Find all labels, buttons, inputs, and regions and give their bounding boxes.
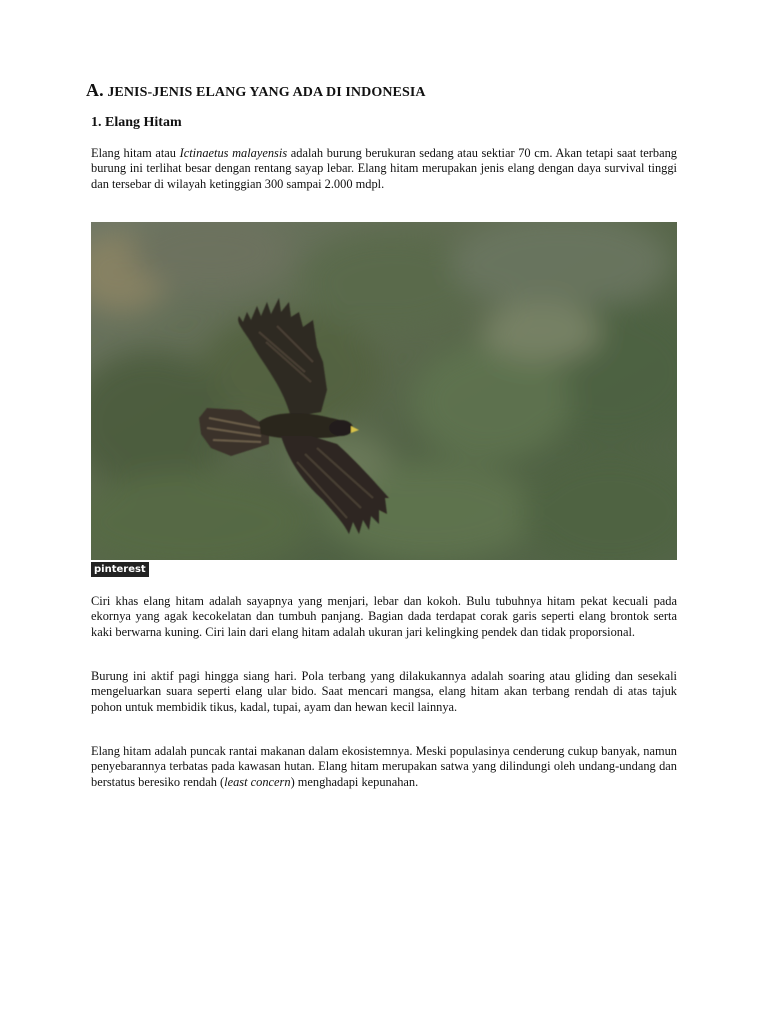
- paragraph-intro: [91, 146, 677, 192]
- image-source-label: pinterest: [91, 562, 149, 577]
- eagle-photo: [91, 222, 677, 560]
- paragraph-intro-start: Elang hitam atau: [91, 146, 180, 160]
- section-heading: [86, 80, 426, 103]
- eagle-photo-illustration: [91, 222, 677, 560]
- conservation-status: least concern: [224, 774, 291, 789]
- paragraph-characteristics: Ciri khas elang hitam adalah sayapnya yang menjari, lebar dan kokoh. Bulu tubuhnya hitam pekat kecuali pada ekornya yang agak kecokelatan dan tumbuh panjang. Bagian dada terdapat corak garis seperti elang brontok serta kaki berwarna kuning. Ciri lain dari elang hitam adalah ukuran jari kelingking pendek dan tidak proporsional.: [91, 594, 677, 639]
- subsection-heading: 1. Elang Hitam: [91, 115, 182, 130]
- paragraph-intro-end: adalah burung berukuran sedang atau sektiar 70 cm. Akan tetapi saat terbang burung ini terlihat besar dengan rentang sayap lebar. Elang hitam merupakan jenis elang dengan daya survival tinggi dan tersebar di wilayah ketinggian 300 sampai 2.000 mdpl.: [91, 146, 677, 191]
- scientific-name: Ictinaetus malayensis: [179, 146, 288, 160]
- section-title: JENIS-JENIS ELANG YANG ADA DI INDONESIA: [107, 85, 426, 100]
- paragraph-conservation: [91, 744, 677, 790]
- paragraph-conservation-start: Elang hitam adalah puncak rantai makanan dalam ekosistemnya. Meski populasinya cenderung cukup banyak, namun penyebarannya terbatas pada kawasan hutan. Elang hitam merupakan satwa yang dilindungi oleh undang-undang dan berstatus beresiko rendah (: [91, 744, 677, 789]
- section-letter: A.: [86, 80, 104, 100]
- paragraph-behavior: Burung ini aktif pagi hingga siang hari. Pola terbang yang dilakukannya adalah soaring atau gliding dan sesekali mengeluarkan suara seperti elang ular bido. Saat mencari mangsa, elang hitam akan terbang rendah di atas tajuk pohon untuk membidik tikus, kadal, tupai, ayam dan hewan kecil lainnya.: [91, 669, 677, 714]
- paragraph-conservation-end: ) menghadapi kepunahan.: [290, 774, 419, 789]
